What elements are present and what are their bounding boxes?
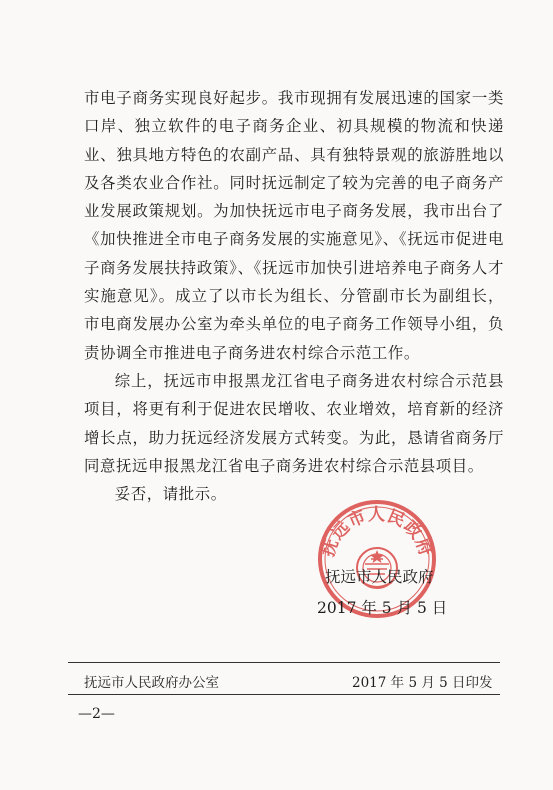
footer-print-date: 2017 年 5 月 5 日印发 [352,675,493,691]
signature-org: 抚远市人民政府 [325,568,434,586]
page-number: —2— [78,706,115,722]
paragraph-2: 综上，抚远市申报黑龙江省电子商务进农村综合示范县项目，将更有利于促进农民增收、农业增效，培育新的经济增长点，助力抚远经济发展方式转变。为此，恳请省商务厅同意抚远申报黑龙江省电子商务进农村综合示范县项目。 [84,371,504,475]
paragraph-3: 妥否，请批示。 [114,485,227,504]
body-text [84,84,504,508]
footer-top-rule [68,662,500,663]
footer-org: 抚远市人民政府办公室 [84,675,219,691]
svg-text:抚远市人民政府: 抚远市人民政府 [318,505,436,560]
footer-bottom-rule [68,694,500,695]
paragraph-1: 市电子商务实现良好起步。我市现拥有发展迅速的国家一类口岸、独立软件的电子商务企业、初具规模的物流和快递业、独具地方特色的农副产品、具有独特景观的旅游胜地以及各类农业合作社。同时抚远制定了较为完善的电子商务产业发展政策规划。为加快抚远市电子商务发展，我市出台了《加快推进全市电子商务发展的实施意见》、《抚远市促进电子商务发展扶持政策》、《抚远市加快引进培养电子商务人才实施意见》。成立了以市长为组长、分管副市长为副组长，市电商发展办公室为牵头单位的电子商务工作领导小组，负责协调全市推进电子商务进农村综合示范工作。 [84,89,504,362]
signature-date: 2017 年 5 月 5 日 [317,599,448,617]
